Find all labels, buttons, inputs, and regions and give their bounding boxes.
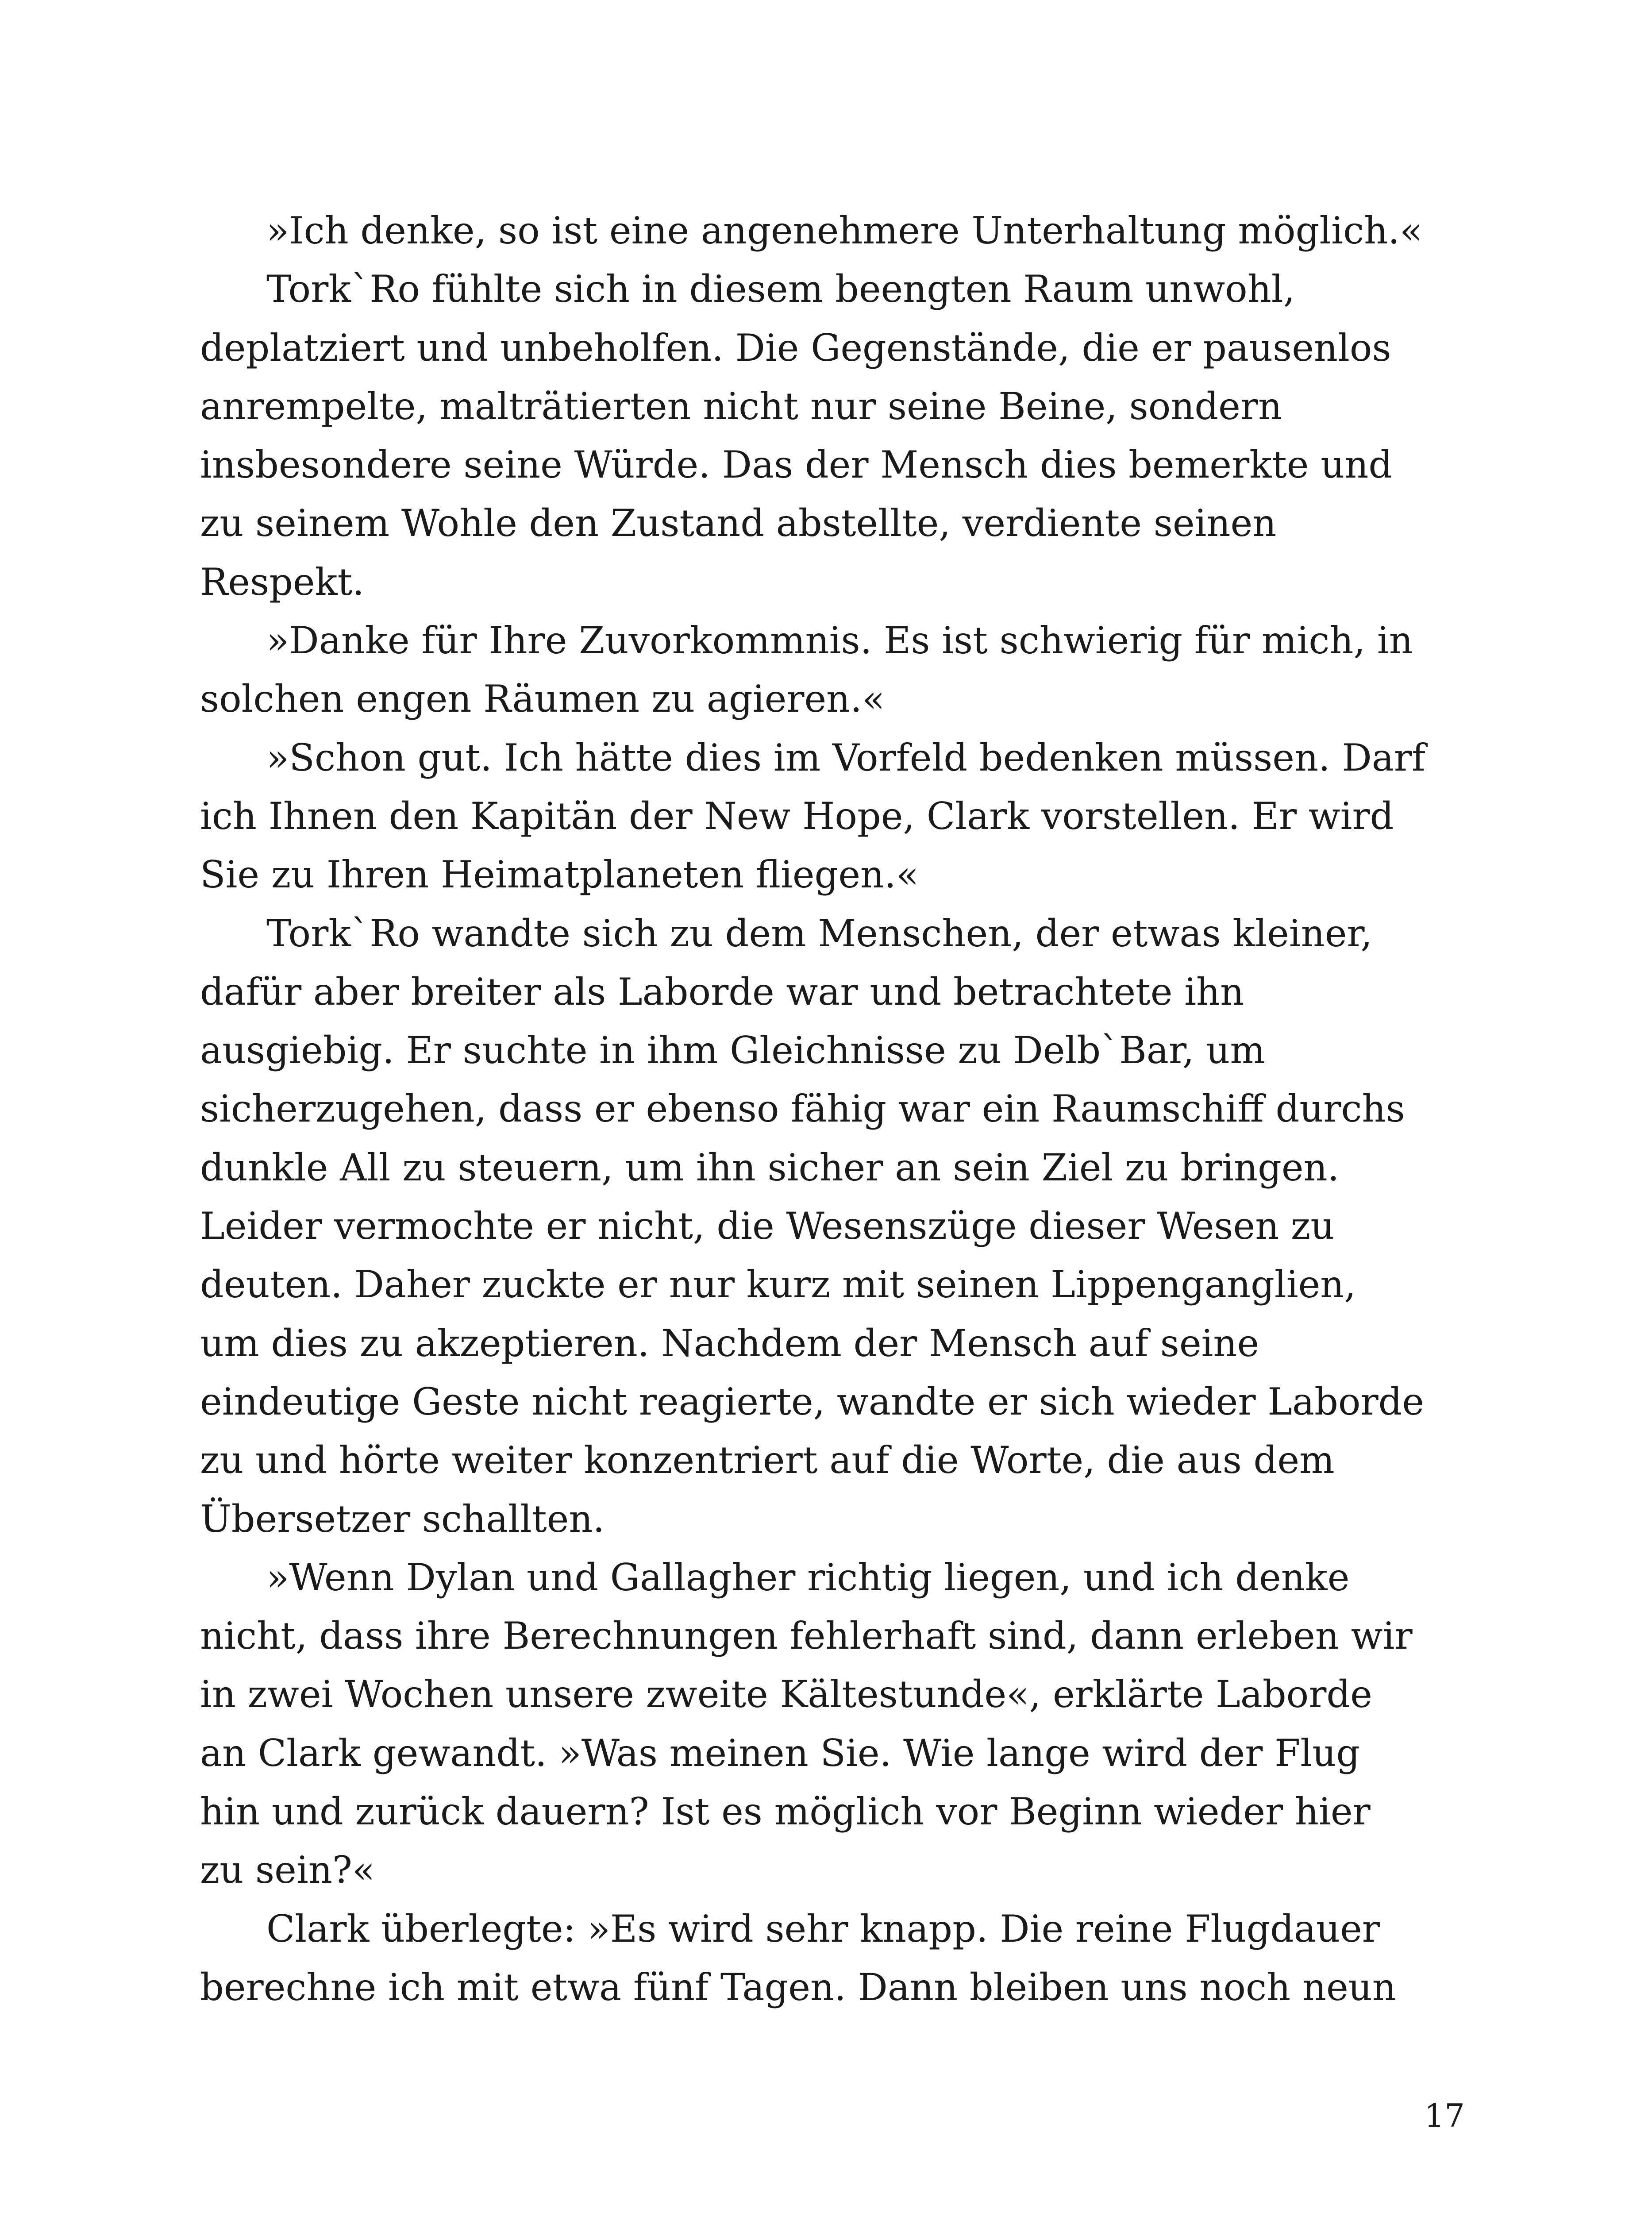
text-line: zu sein?« [200,1848,375,1892]
text-line: ausgiebig. Er suchte in ihm Gleichnisse zu Delb`Bar, um [200,1029,1266,1072]
text-line: »Danke für Ihre Zuvorkommnis. Es ist schwierig für mich, in [266,619,1413,663]
text-line: Respekt. [200,560,364,604]
text-line: dafür aber breiter als Laborde war und betrachtete ihn [200,970,1244,1014]
text-line: insbesondere seine Würde. Das der Mensch dies bemerkte und [200,443,1393,487]
text-line: Leider vermochte er nicht, die Wesenszüge dieser Wesen zu [200,1204,1335,1248]
text-line: Sie zu Ihren Heimatplaneten fliegen.« [200,853,919,897]
text-line: Übersetzer schallten. [200,1497,605,1541]
text-line: an Clark gewandt. »Was meinen Sie. Wie lange wird der Flug [200,1731,1360,1775]
text-line: eindeutige Geste nicht reagierte, wandte er sich wieder Laborde [200,1380,1425,1423]
body-text [200,201,1466,2016]
text-line: ich Ihnen den Kapitän der New Hope, Clark vorstellen. Er wird [200,794,1394,838]
text-line: sicherzugehen, dass er ebenso fähig war ein Raumschiff durchs [200,1087,1405,1131]
text-line: »Ich denke, so ist eine angenehmere Unterhaltung möglich.« [266,209,1423,252]
text-line: Tork`Ro fühlte sich in diesem beengten Raum unwohl, [266,267,1295,311]
text-line: deuten. Daher zuckte er nur kurz mit seinen Lippenganglien, [200,1263,1356,1307]
text-line: solchen engen Räumen zu agieren.« [200,677,885,721]
text-line: in zwei Wochen unsere zweite Kältestunde«, erklärte Laborde [200,1673,1372,1716]
text-line: »Wenn Dylan und Gallagher richtig liegen, und ich denke [266,1555,1350,1599]
text-line: nicht, dass ihre Berechnungen fehlerhaft sind, dann erleben wir [200,1614,1413,1658]
text-line: anrempelte, malträtierten nicht nur seine Beine, sondern [200,384,1282,428]
text-line: deplatziert und unbeholfen. Die Gegenstände, die er pausenlos [200,326,1391,370]
text-line: Clark überlegte: »Es wird sehr knapp. Die reine Flugdauer [266,1907,1380,1951]
text-line: zu seinem Wohle den Zustand abstellte, verdiente seinen [200,501,1277,545]
text-line: zu und hörte weiter konzentriert auf die Worte, die aus dem [200,1438,1335,1482]
text-line: berechne ich mit etwa fünf Tagen. Dann bleiben uns noch neun [200,1965,1396,2009]
text-line: dunkle All zu steuern, um ihn sicher an sein Ziel zu bringen. [200,1145,1340,1189]
page-number: 17 [1424,2097,1465,2134]
text-line: »Schon gut. Ich hätte dies im Vorfeld bedenken müssen. Darf [266,736,1426,779]
text-line: hin und zurück dauern? Ist es möglich vor Beginn wieder hier [200,1790,1371,1834]
text-line: Tork`Ro wandte sich zu dem Menschen, der etwas kleiner, [266,911,1373,955]
text-line: um dies zu akzeptieren. Nachdem der Mensch auf seine [200,1321,1259,1365]
